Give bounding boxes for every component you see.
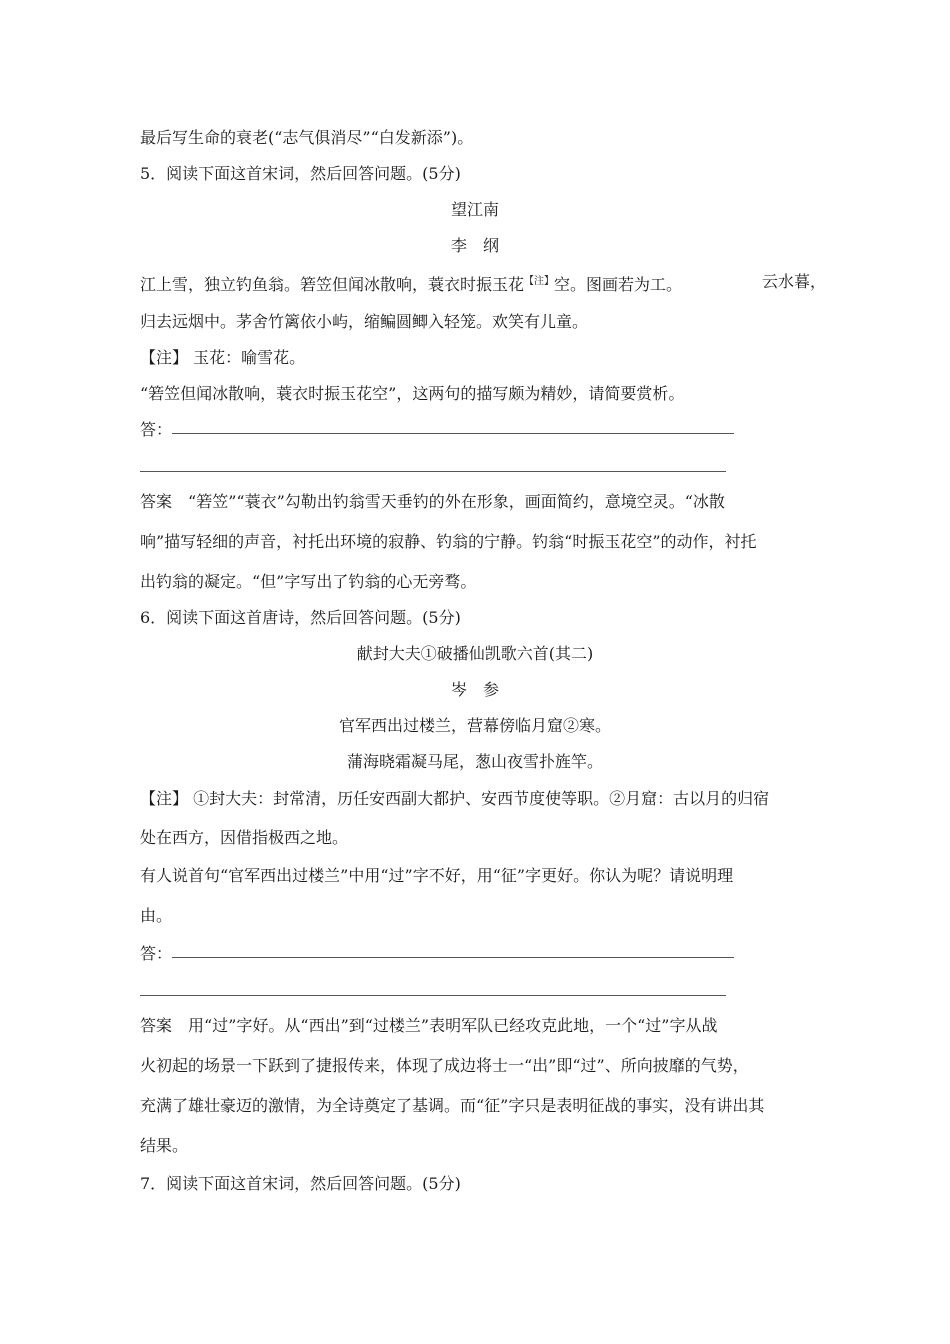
q5-poem-line-1-c: 云水暮， (761, 272, 826, 291)
q6-note-line-2: 处在西方，因借指极西之地。 (140, 828, 349, 847)
q6-answer-line-2: 火初起的场景一下跃到了捷报传来，体现了成边将士一“出”即“过”、所向披靡的气势， (140, 1056, 749, 1075)
q6-answer-label: 答案 (140, 1016, 173, 1035)
q5-poem-author: 李 纲 (450, 236, 499, 255)
q6-answer-blank-1[interactable] (172, 957, 734, 958)
q5-answer-line-3: 出钓翁的凝定。“但”字写出了钓翁的心无旁骛。 (140, 572, 477, 591)
q6-answer-blank-2[interactable] (140, 995, 726, 996)
q6-stem: 6．阅读下面这首唐诗，然后回答问题。(5分) (140, 608, 461, 627)
q5-poem-line-1-a: 江上雪，独立钓鱼翁。箬笠但闻冰散响，蓑衣时振玉花 (140, 275, 525, 294)
q6-poem-line-1: 官军西出过楼兰，营幕傍临月窟②寒。 (338, 716, 611, 735)
q5-answer-line-1 (140, 492, 725, 512)
q6-answer-line-3: 充满了雄壮豪迈的激情，为全诗奠定了基调。而“征”字只是表明征战的事实，没有讲出其 (140, 1096, 765, 1115)
q5-answer-blank-2[interactable] (140, 471, 726, 472)
q5-note-mark: 【注】 (524, 276, 555, 287)
q5-answer-label: 答案 (140, 492, 173, 511)
q5-poem-line-1 (140, 272, 826, 295)
q6-poem-title: 献封大夫①破播仙凯歌六首(其二) (356, 644, 594, 663)
q5-answer-prompt: 答： (140, 420, 173, 439)
q6-answer-prompt: 答： (140, 944, 173, 963)
q5-answer-line-2: 响”描写轻细的声音，衬托出环境的寂静、钓翁的宁静。钓翁“时振玉花空”的动作，衬托 (140, 532, 757, 551)
q6-note-line-1: 【注】 ①封大夫：封常清，历任安西副大都护、安西节度使等职。②月窟：古以月的归宿 (140, 789, 770, 808)
q7-stem: 7．阅读下面这首宋词，然后回答问题。(5分) (140, 1174, 461, 1193)
q6-poem-author: 岑 参 (450, 680, 499, 699)
q5-poem-line-1-b: 空。图画若为工。 (554, 275, 683, 294)
q5-stem: 5．阅读下面这首宋词，然后回答问题。(5分) (140, 164, 461, 183)
q5-answer-blank-1[interactable] (172, 433, 734, 434)
q6-answer-line-4: 结果。 (140, 1136, 189, 1155)
q4-answer-tail: 最后写生命的衰老(“志气俱消尽”“白发新添”)。 (140, 128, 474, 147)
q5-poem-line-2: 归去远烟中。茅舍竹篱依小屿，缩鳊圆鲫入轻笼。欢笑有儿童。 (140, 312, 589, 331)
q6-question-line-2: 由。 (140, 906, 173, 925)
q5-poem-title: 望江南 (450, 200, 499, 219)
q5-answer-text-1: “箬笠”“蓑衣”勾勒出钓翁雪天垂钓的外在形象，画面简约，意境空灵。“冰散 (188, 492, 725, 511)
q6-question-line-1: 有人说首句“官军西出过楼兰”中用“过”字不好，用“征”字更好。你认为呢？请说明理 (140, 866, 734, 885)
q6-answer-line-1 (140, 1016, 717, 1036)
q6-poem-line-2: 蒲海晓霜凝马尾，葱山夜雪扑旌竿。 (346, 752, 603, 771)
q5-question: “箬笠但闻冰散响，蓑衣时振玉花空”，这两句的描写颇为精妙，请简要赏析。 (140, 384, 685, 403)
q5-note: 【注】 玉花：喻雪花。 (140, 348, 306, 367)
q6-answer-text-1: 用“过”字好。从“西出”到“过楼兰”表明军队已经攻克此地，一个“过”字从战 (188, 1016, 718, 1035)
